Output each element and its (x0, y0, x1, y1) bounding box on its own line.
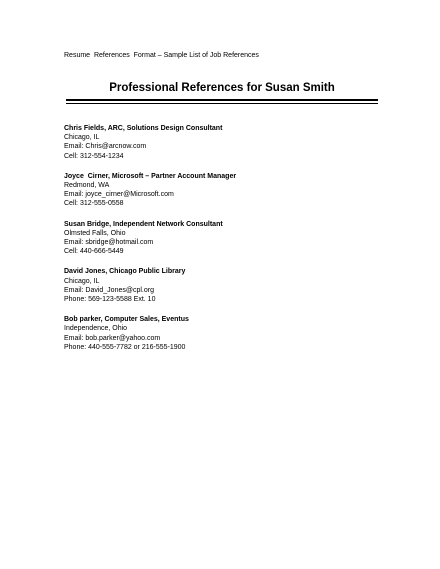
reference-entry (64, 315, 384, 352)
reference-entry (64, 172, 384, 209)
reference-name: Bob parker, Computer Sales, Eventus (64, 316, 189, 324)
reference-location: Chicago, IL (64, 134, 100, 142)
reference-phone: Cell: 440-666-5449 (64, 248, 124, 256)
reference-name: Joyce Cirner, Microsoft – Partner Account Manager (64, 172, 237, 180)
reference-entry (64, 220, 384, 257)
reference-phone: Phone: 440-555-7782 or 216-555-1900 (64, 343, 186, 351)
reference-email: Email: bob.parker@yahoo.com (64, 334, 161, 342)
reference-name: Susan Bridge, Independent Network Consultant (64, 220, 223, 228)
reference-phone: Cell: 312-554-1234 (64, 152, 124, 160)
reference-entry (64, 267, 384, 304)
reference-name: Chris Fields, ARC, Solutions Design Consultant (64, 125, 223, 132)
reference-location: Chicago, IL (64, 277, 100, 285)
references-list (64, 124, 384, 363)
reference-email: Email: sbridge@hotmail.com (64, 239, 154, 247)
document-header: Resume References Format – Sample List of Job References (64, 52, 259, 59)
reference-location: Independence, Ohio (64, 325, 128, 333)
reference-email: Email: Chris@arcnow.com (64, 143, 147, 151)
title-rule-thin (66, 103, 378, 104)
reference-phone: Phone: 569-123-5588 Ext. 10 (64, 296, 156, 304)
reference-phone: Cell: 312-555-0558 (64, 200, 124, 208)
reference-email: Email: David_Jones@cpl.org (64, 286, 154, 294)
reference-name: David Jones, Chicago Public Library (64, 268, 186, 276)
title-rule-thick (66, 99, 378, 101)
reference-entry (64, 124, 384, 161)
page-title: Professional References for Susan Smith (109, 82, 335, 94)
reference-email: Email: joyce_cirner@Microsoft.com (64, 191, 174, 199)
reference-location: Redmond, WA (64, 182, 110, 190)
reference-location: Olmsted Falls, Ohio (64, 229, 126, 237)
